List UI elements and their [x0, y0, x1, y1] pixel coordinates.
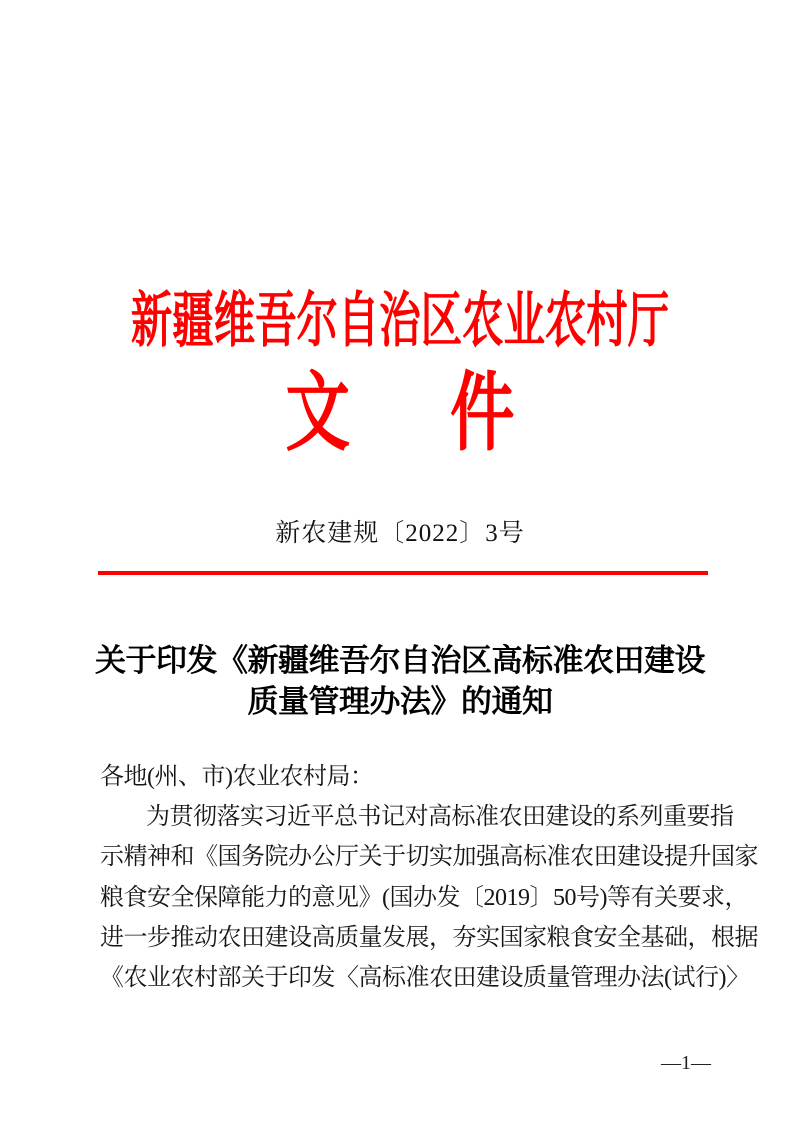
document-title-line1: 关于印发《新疆维吾尔自治区高标准农田建设	[95, 643, 705, 678]
red-divider-rule	[98, 571, 708, 575]
document-title-line2: 质量管理办法》的通知	[247, 684, 553, 719]
document-number: 新农建规〔2022〕3号	[275, 520, 525, 547]
salutation: 各地(州、市)农业农村局：	[100, 764, 374, 790]
document-title	[50, 640, 750, 722]
page-number: —1—	[661, 1052, 711, 1074]
body-line: 进一步推动农田建设高质量发展，夯实国家粮食安全基础，根据	[100, 925, 758, 951]
letterhead-agency-name: 新疆维吾尔自治区农业农村厅	[130, 288, 670, 354]
body-line: 《农业农村部关于印发〈高标准农田建设质量管理办法(试行)〉	[100, 965, 750, 991]
body-line: 为贯彻落实习近平总书记对高标准农田建设的系列重要指	[146, 804, 734, 830]
letterhead-doc-word: 文件	[285, 365, 615, 461]
body-line: 示精神和《国务院办公厅关于切实加强高标准农田建设提升国家	[100, 844, 758, 870]
body-line: 粮食安全保障能力的意见》(国办发〔2019〕50号)等有关要求，	[100, 885, 748, 911]
